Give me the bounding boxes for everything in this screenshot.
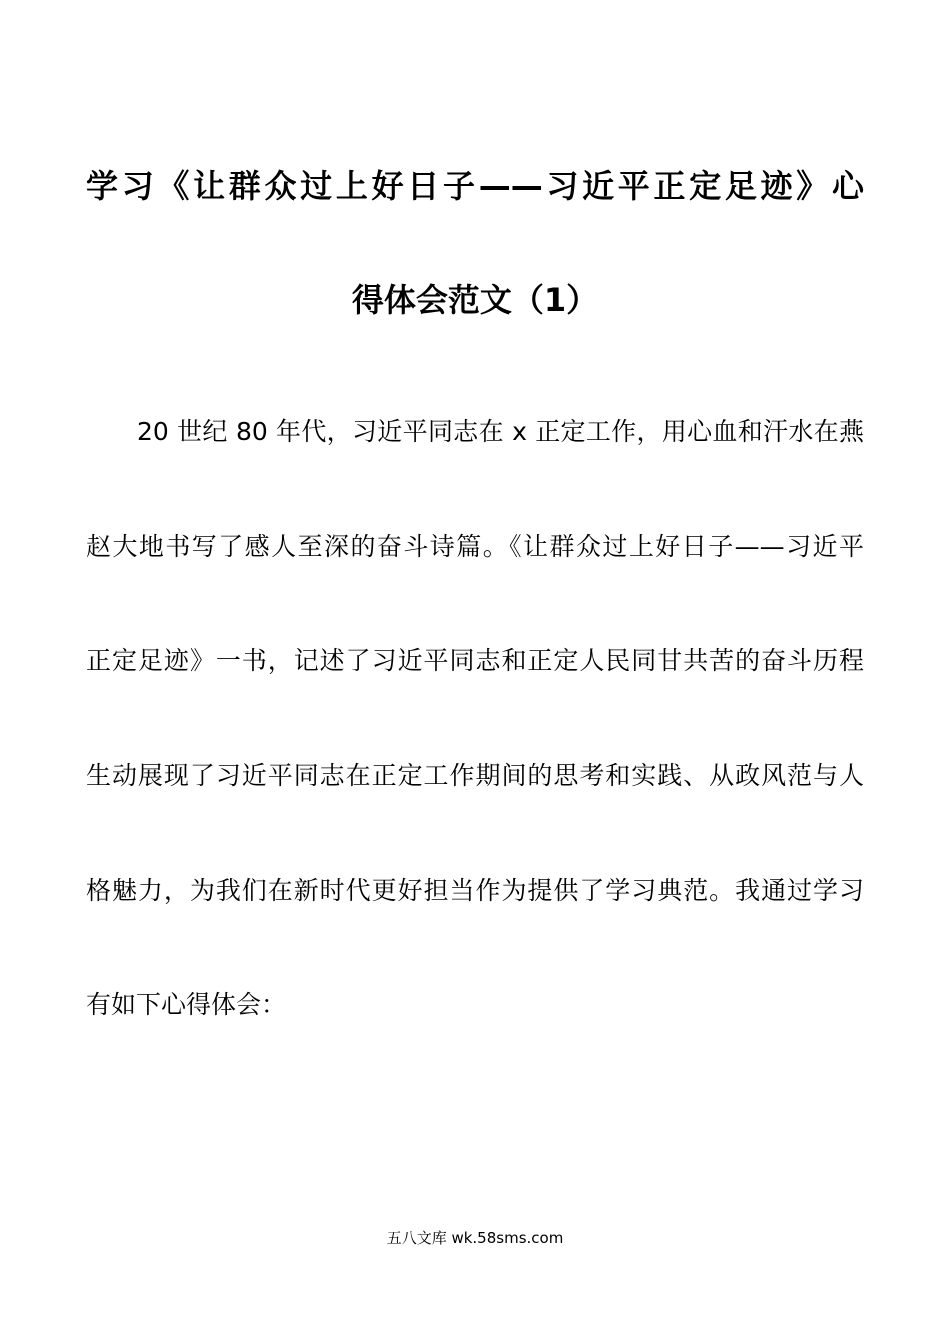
document-title-line-1: 学习《让群众过上好日子——习近平正定足迹》心 [86,167,864,205]
paragraph-line-5: 格魅力，为我们在新时代更好担当作为提供了学习典范。我通过学习 [86,876,864,905]
paragraph-line-1: 20 世纪 80 年代，习近平同志在 x 正定工作，用心血和汗水在燕 [137,417,864,446]
footer-watermark: 五八文库 wk.58sms.com [386,1229,564,1247]
paragraph-line-6: 有如下心得体会： [86,990,287,1019]
paragraph-line-3: 正定足迹》一书，记述了习近平同志和正定人民同甘共苦的奋斗历程 [86,646,864,675]
document-title-line-2: 得体会范文（1） [351,281,599,319]
paragraph-line-4: 生动展现了习近平同志在正定工作期间的思考和实践、从政风范与人 [86,761,864,790]
paragraph-line-2: 赵大地书写了感人至深的奋斗诗篇。《让群众过上好日子——习近平 [86,532,864,561]
